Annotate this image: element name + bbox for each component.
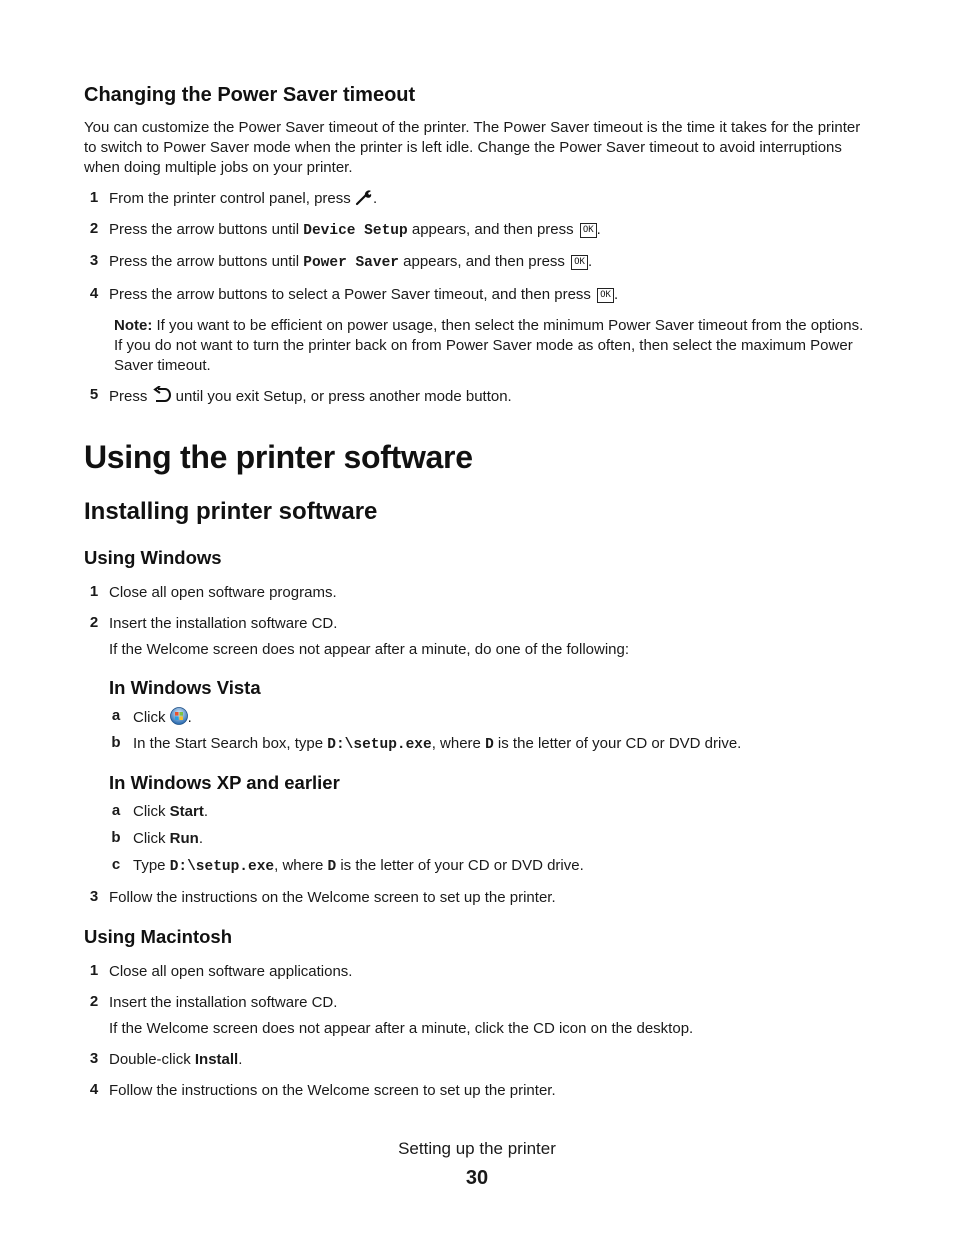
step-text-end: . [587,253,593,270]
xp-step-b [133,829,203,849]
step-text: Type [133,857,170,874]
footer-section-title: Setting up the printer [398,1139,556,1158]
chapter-title: Using the printer software [84,439,473,475]
back-arrow-icon [152,386,172,410]
step-number: 3 [89,1050,99,1067]
step-number: 3 [89,888,99,905]
step-1 [109,189,377,212]
xp-step-a [133,802,208,822]
step-text: Click [133,803,170,820]
windows-step-2: Insert the installation software CD. [109,615,338,632]
step-text-mid: , where [274,857,328,874]
step-number: 3 [89,252,99,269]
step-text: From the printer control panel, press [109,190,355,207]
step-text-end: is the letter of your CD or DVD drive. [493,735,742,752]
menu-code-power-saver: Power Saver [303,255,399,271]
windows-step-3: Follow the instructions on the Welcome screen to set up the printer. [109,889,556,906]
substep-letter: c [111,856,121,873]
wrench-icon [355,189,373,212]
ok-button-icon: OK [571,255,588,270]
windows-step-1: Close all open software programs. [109,584,337,601]
subheading-using-windows: Using Windows [84,547,222,568]
step-number: 1 [89,962,99,979]
step-text: Press the arrow buttons to select a Power Saver timeout, and then press [109,286,596,303]
note-text: If you want to be efficient on power usage, then select the minimum Power Saver timeout from the options. If you do not want to turn the printer back on from Power Saver mode as often, then select the maximum Power Saver timeout. [114,317,864,374]
step-text: Press the arrow buttons until [109,253,304,270]
mac-step-1: Close all open software applications. [109,963,353,980]
mac-step-2: Insert the installation software CD. [109,994,338,1011]
step-text-end: . [613,286,619,303]
step-number: 2 [89,614,99,631]
xp-step-c [133,856,584,877]
step-text: Double-click [109,1051,195,1068]
step-number: 1 [89,189,99,206]
vista-step-a [133,707,192,731]
setup-command-code: D:\setup.exe [327,737,432,753]
step-number: 2 [89,220,99,237]
mac-step-3 [109,1050,242,1070]
section-heading-installing: Installing printer software [84,498,378,525]
step-number: 5 [89,386,99,403]
step-number: 2 [89,993,99,1010]
step-3 [109,252,592,273]
note-block [114,316,874,376]
step-text: Press the arrow buttons until [109,221,304,238]
step-text-end: . [596,221,601,238]
step-text-end: . [198,830,204,847]
step-text: In the Start Search box, type [133,735,328,752]
menu-code-device-setup: Device Setup [303,223,408,239]
mac-step-2-note: If the Welcome screen does not appear after a minute, click the CD icon on the desktop. [109,1020,694,1037]
substep-letter: b [111,734,121,751]
step-text-mid: , where [431,735,486,752]
step-text-end: is the letter of your CD or DVD drive. [336,857,584,874]
step-number: 1 [89,583,99,600]
substep-letter: a [111,707,121,724]
power-saver-intro: You can customize the Power Saver timeout of the printer. The Power Saver timeout is the time it takes for the printer to switch to Power Saver mode when the printer is left idle. Change the Power Saver timeout to avoid interruptions when doing multiple jobs on your printer. [84,119,861,176]
step-number: 4 [89,285,99,302]
subheading-windows-xp: In Windows XP and earlier [109,772,340,793]
vista-step-b [133,734,741,755]
step-text: Press [109,388,152,405]
page-number: 30 [465,1167,489,1189]
step-4 [109,285,618,305]
setup-command-code: D:\setup.exe [169,859,275,875]
start-label: Start [169,803,204,820]
windows-step-2-note: If the Welcome screen does not appear after a minute, do one of the following: [109,641,630,658]
drive-letter-code: D [327,859,337,875]
step-text: Click [133,709,170,726]
ok-button-icon: OK [580,223,597,238]
step-text: Click [133,830,170,847]
step-text-end: . [238,1051,243,1068]
substep-letter: b [111,829,121,846]
ok-button-icon: OK [597,288,614,303]
section-heading-power-saver: Changing the Power Saver timeout [84,84,416,106]
step-5 [109,386,512,410]
run-label: Run [169,830,199,847]
step-text-mid: appears, and then press [407,221,578,238]
mac-step-4: Follow the instructions on the Welcome screen to set up the printer. [109,1082,556,1099]
step-2 [109,220,601,241]
step-text-end: . [187,709,192,726]
step-text-end: . [203,803,209,820]
windows-start-orb-icon [170,707,188,731]
drive-letter-code: D [485,737,494,753]
step-number: 4 [89,1081,99,1098]
step-text-mid: appears, and then press [398,253,570,270]
subheading-using-macintosh: Using Macintosh [84,926,233,947]
subheading-windows-vista: In Windows Vista [109,677,261,698]
substep-letter: a [111,802,121,819]
step-text-end: . [372,190,378,207]
install-label: Install [194,1051,239,1068]
note-label: Note: [114,317,153,334]
step-text-end: until you exit Setup, or press another mode button. [171,388,512,405]
